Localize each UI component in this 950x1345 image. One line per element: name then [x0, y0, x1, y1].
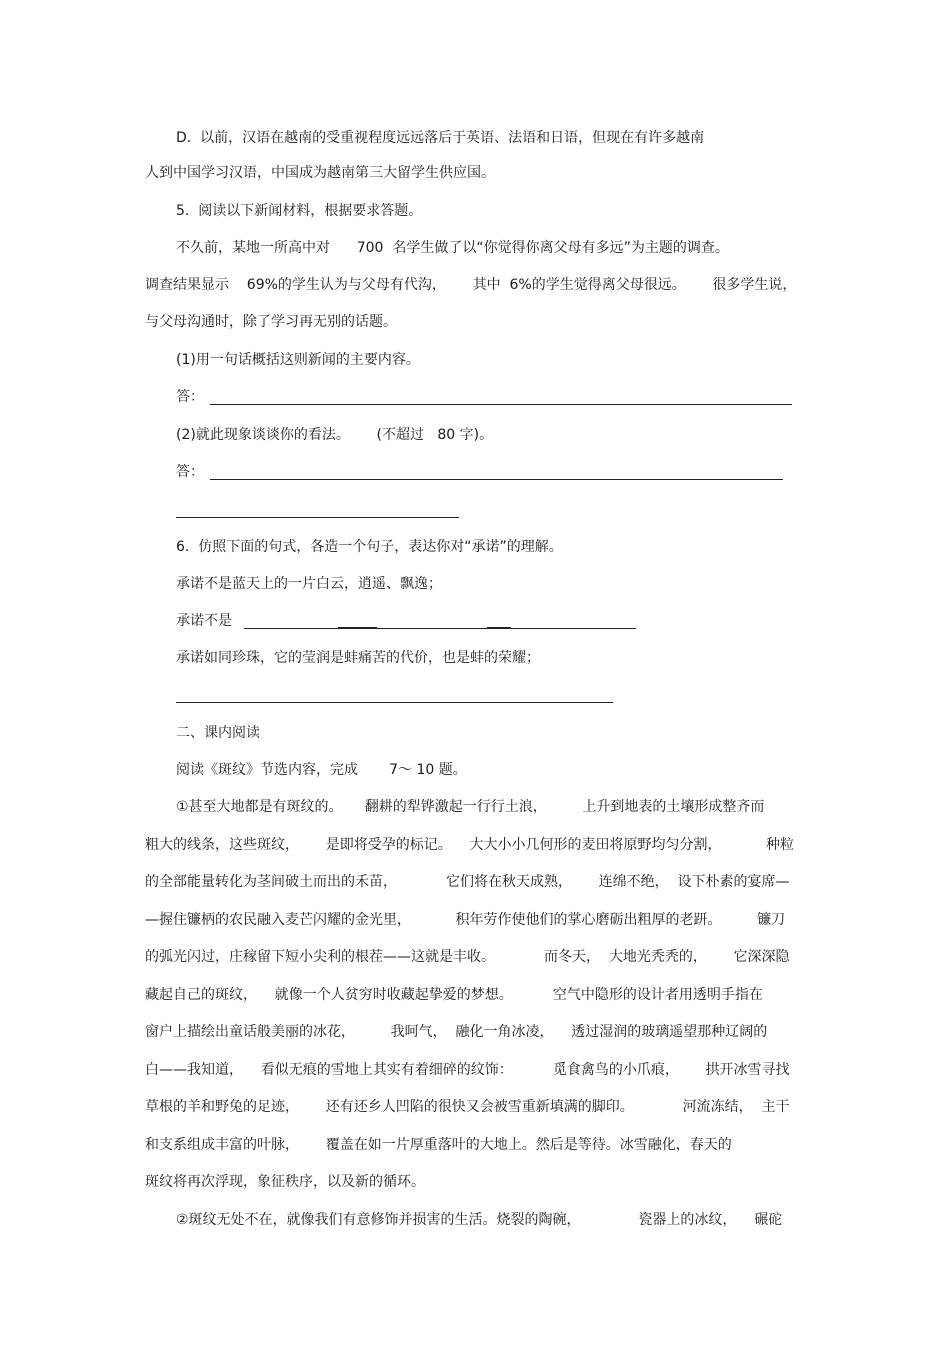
passage-p1-line-11: 斑纹将再次浮现，象征秩序，以及新的循环。: [145, 1174, 425, 1190]
answer-label-1: 答：: [176, 389, 204, 405]
question-6-blank-1[interactable]: [244, 628, 636, 629]
answer-blank-1[interactable]: [210, 404, 792, 405]
passage-p2-line-1: ②斑纹无处不在，就像我们有意修饰并损害的生活。烧裂的陶碗， 瓷器上的冰纹， 碾砣: [176, 1212, 783, 1228]
passage-p1-line-10: 和支系组成丰富的叶脉， 覆盖在如一片厚重落叶的大地上。然后是等待。冰雪融化，春天的: [145, 1137, 732, 1153]
question-6-prompt: 承诺不是: [176, 613, 232, 629]
question-6-blank-2[interactable]: [176, 702, 613, 703]
section-heading: 二、课内阅读: [176, 725, 260, 741]
passage-p1-line-9: 草根的羊和野兔的足迹， 还有还乡人凹陷的很快又会被雪重新填满的脚印。 河流冻结， 主干: [145, 1099, 790, 1115]
passage-p1-line-7: 窗户上描绘出童话般美丽的冰花， 我呵气， 融化一角冰凌， 透过湿润的玻璃遥望那种辽阔的: [145, 1024, 768, 1040]
question-6-heading: 6. 仿照下面的句式，各造一个句子，表达你对“承诺”的理解。: [176, 539, 563, 555]
passage-p1-line-1: ①甚至大地都是有斑纹的。 翻耕的犁铧激起一行行土浪， 上升到地表的土壤形成整齐而: [176, 799, 765, 815]
passage-p1-line-5: 的弧光闪过，庄稼留下短小尖利的根茬——这就是丰收。 而冬天， 大地光秃秃的， 它深深隐: [145, 949, 790, 965]
passage-p1-line-4: —握住镰柄的农民融入麦芒闪耀的金光里， 积年劳作使他们的掌心磨砺出粗厚的老趼。 镰刀: [145, 912, 786, 928]
passage-p1-line-3: 的全部能量转化为茎间破土而出的禾苗， 它们将在秋天成熟， 连绵不绝， 设下朴素的宴席—: [145, 874, 790, 890]
blank-emphasis: [487, 627, 511, 629]
question-6-example-1: 承诺不是蓝天上的一片白云，逍遥、飘逸；: [176, 576, 442, 592]
answer-label-2: 答：: [176, 464, 204, 480]
blank-emphasis: [338, 627, 377, 629]
section-intro: 阅读《斑纹》节选内容，完成 7～ 10 题。: [176, 762, 467, 778]
news-line-2: 调查结果显示 69%的学生认为与父母有代沟， 其中 6%的学生觉得离父母很远。 很多学生说，: [145, 277, 797, 293]
option-d-line-1: D. 以前，汉语在越南的受重视程度远远落后于英语、法语和日语，但现在有许多越南: [176, 130, 705, 146]
question-5-heading: 5. 阅读以下新闻材料，根据要求答题。: [176, 203, 423, 219]
news-line-1: 不久前，某地一所高中对 700 名学生做了以“你觉得你离父母有多远”为主题的调查。: [176, 240, 729, 256]
passage-p1-line-8: 白——我知道， 看似无痕的雪地上其实有着细碎的纹饰： 觅食禽鸟的小爪痕， 拱开冰雪寻找: [145, 1062, 790, 1078]
option-d-line-2: 人到中国学习汉语，中国成为越南第三大留学生供应国。: [145, 165, 495, 181]
question-5-2: (2)就此现象谈谈你的看法。 (不超过 80 字)。: [176, 427, 494, 443]
question-6-example-2: 承诺如同珍珠，它的莹润是蚌痛苦的代价，也是蚌的荣耀；: [176, 650, 540, 666]
passage-p1-line-2: 粗大的线条，这些斑纹， 是即将受孕的标记。 大大小小几何形的麦田将原野均匀分割， 种粒: [145, 837, 795, 853]
answer-blank-2[interactable]: [210, 479, 783, 480]
question-5-1: (1)用一句话概括这则新闻的主要内容。: [176, 352, 420, 368]
passage-p1-line-6: 藏起自己的斑纹， 就像一个人贫穷时收藏起挚爱的梦想。 空气中隐形的设计者用透明手指在: [145, 987, 763, 1003]
answer-blank-2-continued[interactable]: [176, 517, 459, 518]
news-line-3: 与父母沟通时，除了学习再无别的话题。: [145, 314, 397, 330]
